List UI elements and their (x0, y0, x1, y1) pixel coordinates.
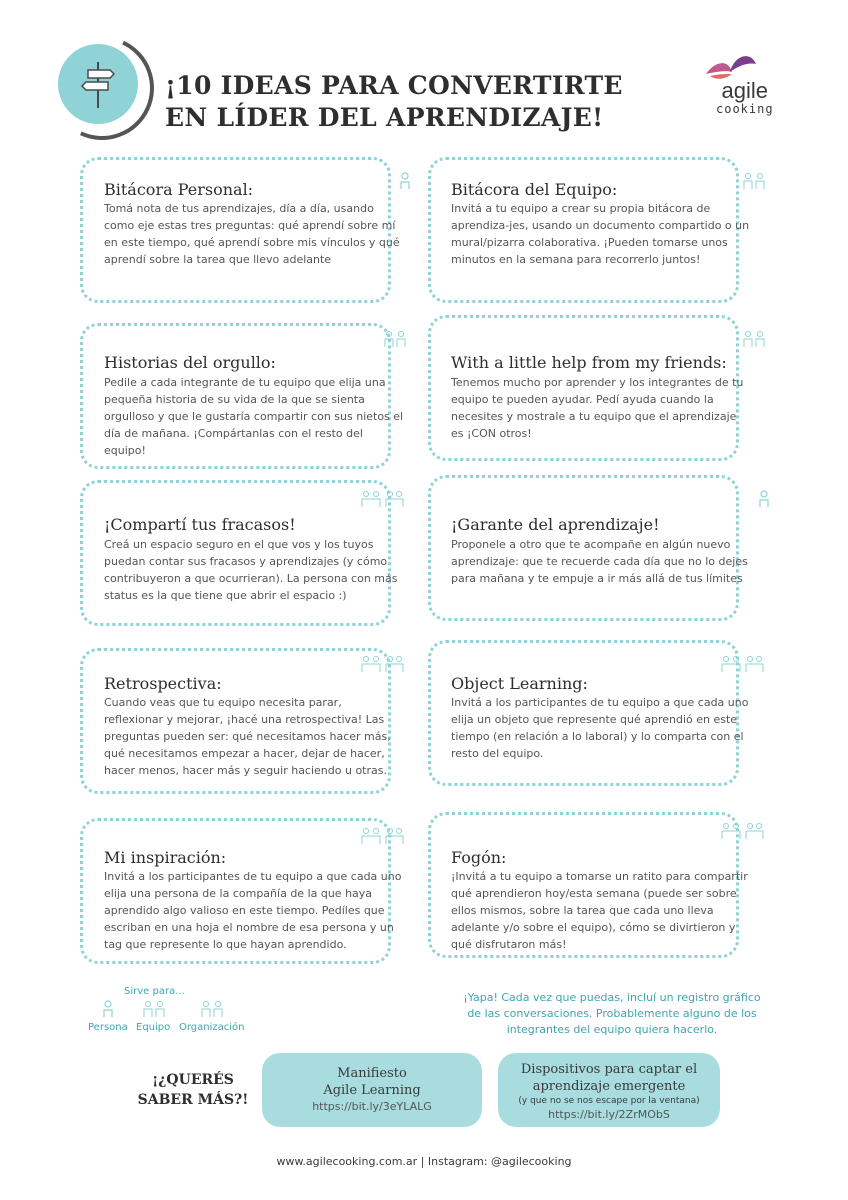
cta-heading (128, 1070, 258, 1110)
cta-line-1: ¡¿QUERÉS (152, 1072, 234, 1088)
link-title-line-1: Manifiesto (337, 1066, 407, 1081)
footer-contact: www.agilecooking.com.ar | Instagram: @agilecooking (276, 1155, 572, 1168)
legend-organizacion: Organización (179, 1022, 245, 1033)
team-icon (383, 330, 407, 348)
logo-subtitle: cooking (716, 102, 774, 116)
card-body: Tenemos mucho por aprender y los integrantes de tu equipo te pueden ayudar. Pedí ayuda cuando la necesites y mostrale a tu equipo que el aprendizaje es ¡CON otros! (451, 376, 744, 440)
card-title: With a little help from my friends: (451, 353, 727, 372)
card-title: Bitácora del Equipo: (451, 180, 618, 199)
page-title (165, 70, 623, 134)
yapa-note: ¡Yapa! Cada vez que puedas, incluí un registro gráfico de las conversaciones. Probablemente alguno de los integrantes del equipo quiera hacerlo. (463, 991, 761, 1036)
card-title: Fogón: (451, 848, 507, 867)
brand-logo (716, 80, 774, 116)
legend-equipo: Equipo (136, 1022, 171, 1033)
person-icon (752, 490, 776, 508)
card-title: Object Learning: (451, 674, 588, 693)
card-title: Bitácora Personal: (104, 180, 254, 199)
legend-persona: Persona (88, 1022, 128, 1033)
card-title: Retrospectiva: (104, 674, 222, 693)
link-note: (y que no se nos escape por la ventana) (518, 1096, 700, 1106)
signpost-badge (58, 44, 138, 124)
dispositivos-link-box[interactable] (498, 1053, 720, 1127)
link-title-line-2: aprendizaje emergente (532, 1079, 686, 1094)
cta-line-2: SABER MÁS?! (137, 1092, 249, 1108)
card-body: Proponele a otro que te acompañe en algún nuevo aprendizaje: que te recuerde cada día que no lo dejes para mañana y te empuje a ir más allá de tus límites (451, 538, 748, 585)
link-url[interactable]: https://bit.ly/3eYLALG (312, 1100, 432, 1113)
organization-icon (720, 822, 764, 840)
title-line-2: EN LÍDER DEL APRENDIZAJE! (165, 103, 604, 132)
person-icon (96, 1000, 120, 1018)
team-icon (742, 172, 766, 190)
card-title: ¡Garante del aprendizaje! (451, 515, 660, 534)
person-icon (393, 172, 417, 190)
legend-title: Sirve para... (124, 986, 185, 997)
title-line-1: ¡10 IDEAS PARA CONVERTIRTE (165, 71, 623, 100)
link-url[interactable]: https://bit.ly/2ZrMObS (548, 1108, 670, 1121)
organization-icon (360, 490, 404, 508)
team-icon (742, 330, 766, 348)
organization-icon (720, 655, 764, 673)
card-body: Tomá nota de tus aprendizajes, día a día, usando como eje estas tres preguntas: qué aprendí sobre mí en este tiempo, qué aprendí sobre mis vínculos y qué aprendí sobre la tarea que llevo adelante (104, 202, 400, 266)
organization-icon (200, 1000, 224, 1018)
organization-icon (360, 827, 404, 845)
organization-icon (360, 655, 404, 673)
card-title: Mi inspiración: (104, 848, 227, 867)
card-body: Creá un espacio seguro en el que vos y los tuyos puedan contar sus fracasos y aprendizajes (y cómo contribuyeron a que ocurrieran). La persona con más status es la que tiene que abrir el espacio :) (104, 538, 398, 602)
card-title: ¡Compartí tus fracasos! (104, 515, 296, 534)
logo-word: agile (721, 78, 769, 103)
signpost-icon (58, 44, 138, 124)
link-title-line-2: Agile Learning (323, 1083, 421, 1098)
card-body: Invitá a los participantes de tu equipo a que cada uno elija un objeto que represente qué aprendió en este tiempo (en relación a lo laboral) y lo comparta con el resto del equipo. (451, 696, 749, 760)
card-title: Historias del orgullo: (104, 353, 276, 372)
link-title-line-1: Dispositivos para captar el (520, 1062, 698, 1077)
team-icon (142, 1000, 166, 1018)
manifesto-link-box[interactable] (262, 1053, 482, 1127)
card-body: Pedile a cada integrante de tu equipo que elija una pequeña historia de su vida de la que se sienta orgulloso y que le gustaría compartir con sus nietos el día de mañana. ¡Compártanlas con el resto del equipo! (104, 376, 404, 457)
card-body: Cuando veas que tu equipo necesita parar, reflexionar y mejorar, ¡hacé una retrospectiva! Las preguntas pueden ser: qué necesitamos hacer más, qué necesitamos empezar a hacer, dejar de hacer, hacer menos, hacer más y seguir haciendo u otras. (104, 696, 391, 777)
card-body: Invitá a tu equipo a crear su propia bitácora de aprendiza-jes, usando un documento compartido o un mural/pizarra colaborativa. ¡Pueden tomarse unos minutos en la semana para recorrerlo juntos! (451, 202, 750, 266)
card-body: ¡Invitá a tu equipo a tomarse un ratito para compartir qué aprendieron hoy/esta semana (puede ser sobre ellos mismos, sobre la tarea que cada uno lleva adelante y/o sobre el equipo), cómo se divirtieron y qué disfrutaron más! (451, 870, 748, 951)
card-body: Invitá a los participantes de tu equipo a que cada uno elija una persona de la compañía de la que haya aprendido algo valioso en este tiempo. Pedíles que escriban en una hoja el nombre de esa persona y un tag que represente lo que hayan aprendido. (104, 870, 402, 951)
